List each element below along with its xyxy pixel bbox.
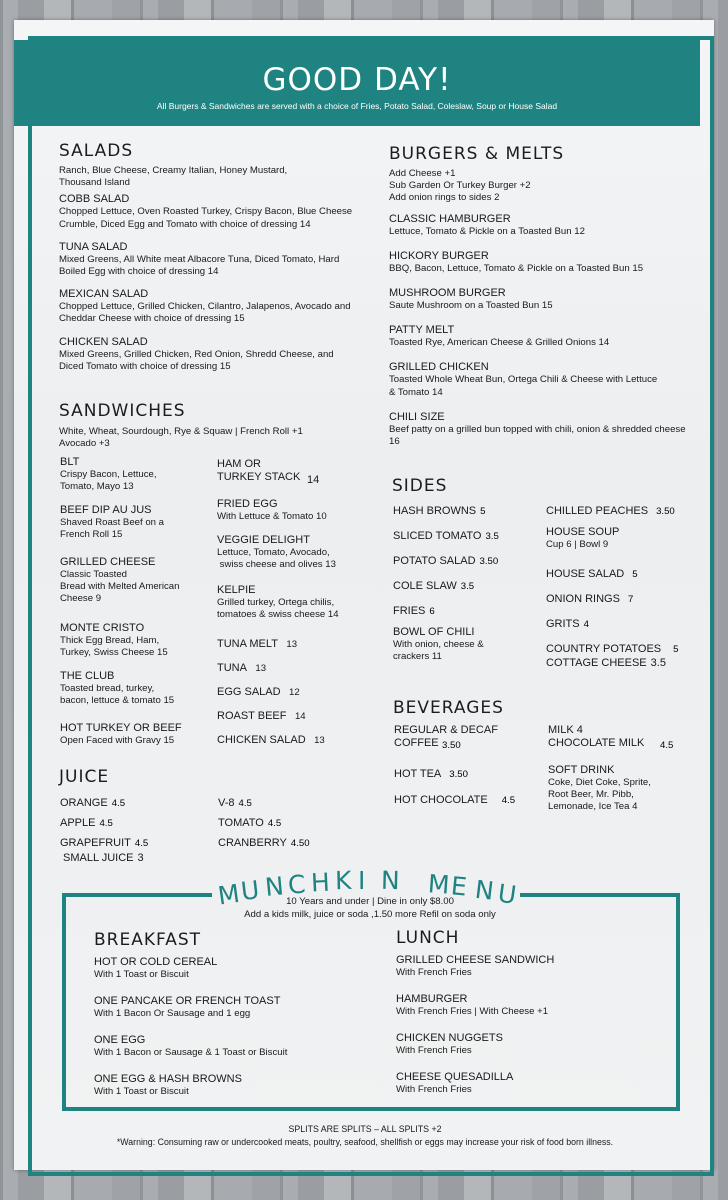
kids-lunch-item — [396, 993, 666, 1032]
sandwich-desc: Lettuce, Tomato, Avocado, swiss cheese and olives 13 — [217, 547, 336, 571]
sandwich-name: HOT TURKEY OR BEEF — [60, 722, 182, 734]
juice-price: 4.50 — [290, 838, 310, 849]
beverages-right-column — [548, 724, 708, 814]
header-banner — [14, 40, 700, 126]
juice-item — [218, 793, 368, 813]
kids-title-letter: M — [427, 868, 454, 900]
side-price: 3.5 — [650, 657, 666, 669]
juice-name: CRANBERRY — [218, 837, 287, 849]
sandwich-name: MONTE CRISTO — [60, 622, 145, 634]
burgers-list — [389, 213, 709, 449]
kids-item-desc: With 1 Toast or Biscuit — [94, 969, 189, 980]
kids-breakfast-item — [94, 995, 374, 1034]
burger-desc: Lettuce, Tomato & Pickle on a Toasted Bun 12 — [389, 225, 585, 237]
kids-title-letter: I — [358, 866, 369, 895]
burger-name: GRILLED CHICKEN — [389, 361, 489, 374]
burgers-title: BURGERS & MELTS — [389, 144, 565, 164]
sides-right-column — [546, 501, 706, 671]
juice-name: ORANGE — [60, 797, 108, 809]
beverage-name: MILK 4 CHOCOLATE MILK — [548, 724, 645, 749]
juice-title: JUICE — [59, 767, 110, 787]
kids-info-1: 10 Years and under | Dine in only $8.00 — [286, 896, 454, 907]
splits-note: SPLITS ARE SPLITS – ALL SPLITS +2 — [288, 1124, 442, 1134]
side-name: SLICED TOMATO — [393, 530, 482, 542]
sandwich-item — [60, 622, 210, 670]
warning-note: *Warning: Consuming raw or undercooked meats, poultry, seafood, shellfish or eggs may increase your risk of food born illness. — [116, 1137, 614, 1147]
sandwich-name: BEEF DIP AU JUS — [60, 504, 152, 516]
side-name: COUNTRY POTATOES — [546, 643, 662, 655]
sandwich-desc: Crispy Bacon, Lettuce, Tomato, Mayo 13 — [60, 469, 157, 493]
side-item — [393, 551, 543, 576]
side-name: GRITS — [546, 618, 580, 630]
kids-title-letter: U — [239, 874, 265, 906]
juice-item — [60, 813, 210, 833]
sandwich-item — [60, 504, 210, 556]
kids-item-name: HAMBURGER — [396, 993, 468, 1005]
juice-item — [60, 793, 210, 813]
beverage-price: 3.50 — [449, 769, 468, 780]
kids-breakfast-title: BREAKFAST — [94, 930, 202, 950]
side-price: 5 — [632, 569, 638, 580]
beverage-item — [394, 724, 544, 764]
juice-item — [60, 848, 210, 866]
sandwich-desc: Open Faced with Gravy 15 — [60, 735, 175, 746]
kids-lunch-item — [396, 1071, 666, 1096]
sandwich-name: CHICKEN SALAD — [217, 734, 306, 746]
burger-desc: Toasted Whole Wheat Bun, Ortega Chili & Cheese with Lettuce & Tomato 14 — [389, 374, 658, 398]
beverage-price: 4.5 — [660, 740, 674, 751]
sandwich-desc: Toasted bread, turkey, bacon, lettuce & tomato 15 — [60, 683, 175, 707]
salad-item — [59, 288, 359, 325]
kids-item-name: ONE EGG & HASH BROWNS — [94, 1073, 242, 1085]
salad-desc: Chopped Lettuce, Oven Roasted Turkey, Crispy Bacon, Blue Cheese Crumble, Diced Egg and Tomato with choice of dressing 14 — [59, 206, 353, 230]
beverage-price: 3.50 — [442, 740, 461, 751]
sandwiches-title: SANDWICHES — [59, 401, 186, 421]
side-item — [546, 653, 706, 671]
sandwich-name: KELPIE — [217, 584, 256, 596]
burger-desc: Toasted Rye, American Cheese & Grilled Onions 14 — [389, 337, 610, 349]
sandwich-item — [217, 458, 377, 498]
kids-breakfast-section — [94, 930, 374, 1098]
salad-name: COBB SALAD — [59, 193, 130, 206]
beverage-item — [548, 764, 708, 814]
sandwich-name: EGG SALAD — [217, 686, 281, 698]
kids-item-name: CHICKEN NUGGETS — [396, 1032, 503, 1044]
burger-name: CHILI SIZE — [389, 410, 445, 423]
burger-item — [389, 250, 709, 275]
salad-item — [59, 336, 359, 373]
sandwich-item — [217, 730, 377, 748]
side-item — [546, 526, 706, 564]
sandwich-item — [60, 722, 210, 747]
salad-name: MEXICAN SALAD — [59, 288, 149, 301]
side-item — [393, 501, 543, 526]
salad-name: TUNA SALAD — [59, 240, 128, 253]
kids-breakfast-item — [94, 956, 374, 995]
burger-desc: BBQ, Bacon, Lettuce, Tomato & Pickle on a Toasted Bun 15 — [389, 262, 644, 274]
burger-item — [389, 361, 709, 398]
sandwich-name: GRILLED CHEESE — [60, 556, 156, 568]
kids-title-letter: U — [496, 878, 522, 911]
side-item — [546, 639, 706, 653]
salads-list — [59, 193, 359, 373]
sandwich-desc: With Lettuce & Tomato 10 — [217, 511, 327, 522]
kids-item-desc: With French Fries — [396, 967, 472, 978]
kids-item-desc: With 1 Bacon Or Sausage and 1 egg — [94, 1008, 251, 1019]
salad-desc: Mixed Greens, All White meat Albacore Tuna, Diced Tomato, Hard Boiled Egg with choice of dressing 14 — [59, 253, 340, 278]
sandwich-name: VEGGIE DELIGHT — [217, 534, 310, 546]
sides-title: SIDES — [392, 476, 448, 496]
side-price: 5 — [673, 644, 679, 655]
kids-breakfast-item — [94, 1073, 374, 1098]
juice-right-column — [218, 793, 368, 851]
header-subtitle: All Burgers & Sandwiches are served with a choice of Fries, Potato Salad, Coleslaw, Soup or House Salad — [156, 101, 558, 111]
side-price: 7 — [627, 594, 634, 605]
kids-breakfast-item — [94, 1034, 374, 1073]
burger-desc: Saute Mushroom on a Toasted Bun 15 — [389, 300, 553, 312]
side-price: 4 — [583, 619, 589, 630]
burger-name: PATTY MELT — [389, 324, 455, 337]
side-name: FRIES — [393, 605, 426, 617]
side-price: 3.50 — [656, 506, 675, 517]
kids-item-name: CHEESE QUESADILLA — [396, 1071, 514, 1083]
sandwich-item — [217, 706, 377, 730]
beverage-price: 4.5 — [501, 795, 516, 806]
juice-item — [60, 833, 210, 848]
side-name: COLE SLAW — [393, 580, 457, 592]
burger-name: HICKORY BURGER — [389, 249, 489, 262]
sandwiches-left-column — [60, 456, 210, 747]
sandwich-name: ROAST BEEF — [217, 710, 287, 722]
kids-title-letter: N — [473, 874, 498, 906]
sandwich-item — [60, 670, 210, 722]
side-name: COTTAGE CHEESE — [546, 657, 647, 669]
sandwich-name: FRIED EGG — [217, 498, 278, 510]
side-price: 3.5 — [460, 581, 475, 592]
sandwich-name: TUNA MELT — [217, 638, 278, 650]
juice-price: 4.5 — [238, 798, 252, 809]
kids-item-name: ONE PANCAKE OR FRENCH TOAST — [94, 995, 281, 1007]
beverage-name: HOT CHOCOLATE — [394, 794, 488, 806]
sandwich-desc: Thick Egg Bread, Ham, Turkey, Swiss Cheese 15 — [60, 635, 168, 659]
juice-price: 4.5 — [99, 818, 113, 829]
burger-item — [389, 213, 709, 238]
sandwich-item — [217, 634, 377, 658]
kids-lunch-title: LUNCH — [396, 928, 460, 948]
page-title: GOOD DAY! — [262, 62, 452, 98]
side-desc: With onion, cheese & crackers 11 — [393, 639, 484, 663]
salad-desc: Chopped Lettuce, Grilled Chicken, Cilantro, Jalapenos, Avocado and Cheddar Cheese with choice of dressing 15 — [59, 301, 351, 325]
sandwiches-section — [59, 401, 379, 450]
burger-name: CLASSIC HAMBURGER — [389, 212, 511, 225]
side-name: POTATO SALAD — [393, 555, 476, 567]
sandwich-item — [60, 556, 210, 622]
side-item — [393, 576, 543, 601]
kids-item-desc: With French Fries — [396, 1084, 472, 1095]
sandwich-price: 13 — [286, 639, 298, 650]
sandwich-desc: Grilled turkey, Ortega chilis, tomatoes & swiss cheese 14 — [217, 597, 339, 621]
side-name: HASH BROWNS — [393, 505, 477, 517]
side-name: HOUSE SALAD — [546, 568, 625, 580]
beverages-title: BEVERAGES — [393, 698, 504, 718]
sandwich-item — [217, 584, 377, 634]
side-name: BOWL OF CHILI — [393, 626, 475, 638]
kids-title-letter: N — [263, 871, 288, 903]
kids-item-name: HOT OR COLD CEREAL — [94, 956, 218, 968]
sides-section — [392, 476, 542, 496]
beverage-item — [394, 790, 544, 808]
salad-name: CHICKEN SALAD — [59, 335, 148, 348]
juice-name: GRAPEFRUIT — [60, 837, 131, 849]
kids-item-desc: With French Fries — [396, 1045, 472, 1056]
kids-lunch-item — [396, 1032, 666, 1071]
beverage-name: REGULAR & DECAF COFFEE — [394, 724, 498, 749]
salads-dressings: Ranch, Blue Cheese, Creamy Italian, Honey Mustard, Thousand Island — [59, 165, 288, 189]
sandwich-name: BLT — [60, 456, 80, 468]
juice-name: APPLE — [60, 817, 96, 829]
kids-title-letter: N — [380, 866, 404, 896]
salads-title: SALADS — [59, 141, 134, 161]
side-price: 3.5 — [485, 531, 499, 542]
side-item — [546, 501, 706, 526]
kids-item-name: GRILLED CHEESE SANDWICH — [396, 954, 555, 966]
juice-section — [59, 767, 359, 787]
kids-breakfast-list — [94, 956, 374, 1098]
kids-title-letter: K — [334, 866, 355, 896]
kids-lunch-section — [396, 928, 666, 1096]
beverage-desc: Coke, Diet Coke, Sprite, Root Beer, Mr. Pibb, Lemonade, Ice Tea 4 — [548, 777, 651, 813]
beverages-section — [393, 698, 593, 718]
burger-item — [389, 324, 709, 349]
salad-item — [59, 241, 359, 278]
salad-item — [59, 193, 359, 230]
kids-title-letter: M — [216, 878, 245, 911]
sandwich-name: THE CLUB — [60, 670, 115, 682]
sandwiches-note: White, Wheat, Sourdough, Rye & Squaw | French Roll +1 Avocado +3 — [59, 426, 303, 450]
juice-name: V-8 — [218, 797, 235, 809]
burgers-section — [389, 144, 709, 448]
kids-item-desc: With 1 Toast or Biscuit — [94, 1086, 189, 1097]
sandwich-item — [60, 456, 210, 504]
side-name: ONION RINGS — [546, 593, 620, 605]
beverages-left-column — [394, 724, 544, 808]
kids-lunch-item — [396, 954, 666, 993]
kids-title-letter: C — [287, 868, 310, 900]
juice-price: 4.5 — [267, 818, 282, 829]
kids-item-desc: With 1 Bacon or Sausage & 1 Toast or Biscuit — [94, 1047, 288, 1058]
sides-left-column — [393, 501, 543, 663]
burger-desc: Beef patty on a grilled bun topped with chili, onion & shredded cheese 16 — [389, 423, 686, 448]
burgers-note: Add Cheese +1 Sub Garden Or Turkey Burger +2 Add onion rings to sides 2 — [389, 168, 531, 204]
sandwich-item — [217, 534, 377, 584]
beverage-item — [394, 764, 544, 790]
side-name: CHILLED PEACHES — [546, 505, 649, 517]
burger-item — [389, 411, 709, 448]
juice-price: 4.5 — [111, 798, 126, 809]
sandwich-desc: Shaved Roast Beef on a French Roll 15 — [60, 517, 165, 541]
side-item — [546, 589, 706, 614]
juice-item — [218, 833, 368, 851]
kids-title-letter: E — [450, 871, 472, 903]
beverage-item — [548, 724, 708, 764]
juice-left-column — [60, 793, 210, 866]
sandwich-price: 12 — [289, 687, 300, 698]
beverage-name: HOT TEA — [394, 768, 442, 780]
kids-title-letter: H — [310, 867, 334, 898]
burger-name: MUSHROOM BURGER — [389, 287, 506, 300]
side-price: 3.50 — [479, 556, 499, 567]
salad-desc: Mixed Greens, Grilled Chicken, Red Onion, Shredd Cheese, and Diced Tomato with choice of dressing 15 — [59, 348, 334, 372]
side-desc: Cup 6 | Bowl 9 — [546, 539, 609, 550]
side-item — [546, 614, 706, 639]
sandwiches-right-column — [217, 458, 377, 748]
kids-lunch-list — [396, 954, 666, 1096]
beverage-name: SOFT DRINK — [548, 764, 615, 776]
side-item — [393, 526, 543, 551]
juice-item — [218, 813, 368, 833]
kids-item-name: ONE EGG — [94, 1034, 146, 1046]
side-price: 6 — [429, 606, 435, 617]
sandwich-name: TUNA — [217, 662, 247, 674]
side-item — [393, 601, 543, 626]
sandwich-price: 13 — [255, 663, 267, 674]
juice-price: 4.5 — [134, 838, 149, 849]
side-name: HOUSE SOUP — [546, 526, 620, 538]
juice-price: 3 — [137, 852, 144, 864]
side-item — [393, 626, 543, 663]
sandwich-desc: Classic Toasted Bread with Melted American Cheese 9 — [60, 569, 180, 605]
sandwich-item — [217, 658, 377, 682]
side-item — [546, 564, 706, 589]
juice-name: SMALL JUICE — [63, 852, 134, 864]
sandwich-price: 14 — [307, 474, 320, 486]
sandwich-item — [217, 498, 377, 534]
sandwich-price: 14 — [294, 711, 306, 722]
side-price: 5 — [480, 506, 486, 517]
burger-item — [389, 287, 709, 312]
sandwich-item — [217, 682, 377, 706]
kids-item-desc: With French Fries | With Cheese +1 — [396, 1006, 549, 1017]
juice-name: TOMATO — [218, 817, 264, 829]
kids-info-2: Add a kids milk, juice or soda ,1.50 more Refil on soda only — [244, 909, 496, 920]
sandwich-name: HAM OR TURKEY STACK — [217, 458, 301, 483]
sandwich-price: 13 — [314, 735, 325, 746]
salads-section — [59, 141, 359, 373]
